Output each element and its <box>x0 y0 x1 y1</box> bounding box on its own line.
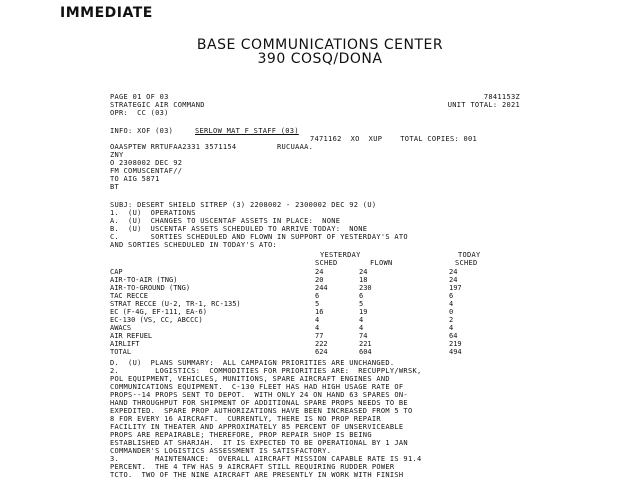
info-underlined: SERLOW MAT F STAFF (03) <box>195 127 299 135</box>
today-value: 24 <box>449 276 458 284</box>
narrative-line: HAND THROUGHPUT FOR SHIPMENT OF ADDITIONAL SPARE PROPS NEEDS TO BE <box>110 399 408 407</box>
sched-value: 24 <box>315 268 324 276</box>
page-number: PAGE 01 OF 03 <box>110 93 169 101</box>
flown-value: 19 <box>359 308 368 316</box>
table-row <box>110 276 493 284</box>
info-prefix: INFO: XOF (03) <box>110 127 174 135</box>
table-row <box>110 324 493 332</box>
narrative-line: COMMUNICATIONS EQUIPMENT. C-130 FLEET HAS HAD HIGH USAGE RATE OF <box>110 383 404 391</box>
narrative-line: EXPEDITED. SPARE PROP AUTHORIZATIONS HAVE BEEN INCREASED FROM 5 TO <box>110 407 413 415</box>
flown-value: 5 <box>359 300 364 308</box>
sched-value: 624 <box>315 348 328 356</box>
table-row <box>110 340 493 348</box>
unit-total: UNIT TOTAL: 2021 <box>447 101 520 109</box>
row-label: AIRLIFT <box>110 340 140 348</box>
sched-value: 222 <box>315 340 328 348</box>
narrative-line: FACILITY IN THEATER AND APPROXIMATELY 85 PERCENT OF UNSERVICEABLE <box>110 423 404 431</box>
narrative-line: 2. LOGISTICS: COMMODITIES FOR PRIORITIES ARE: RECUPPLY/WRSK, <box>110 367 422 375</box>
center-subtitle: 390 COSQ/DONA <box>257 51 383 67</box>
flown-value: 230 <box>359 284 372 292</box>
precedence-stamp: IMMEDIATE <box>60 5 153 21</box>
from-line: FM COMUSCENTAF// <box>110 167 183 175</box>
today-value: 64 <box>449 332 458 340</box>
dtg-reference: 7841153Z <box>483 93 520 101</box>
row-label: EC-130 (VS, CC, ABCCC) <box>110 316 203 324</box>
row-label: AIR REFUEL <box>110 332 153 340</box>
col-header-yesterday: YESTERDAY <box>320 251 361 259</box>
sched-value: 77 <box>315 332 324 340</box>
row-label: AWACS <box>110 324 132 332</box>
row-label: TAC RECCE <box>110 292 148 300</box>
today-value: 197 <box>449 284 462 292</box>
para-1c: C. SORTIES SCHEDULED AND FLOWN IN SUPPORT OF YESTERDAY'S ATO <box>110 233 408 241</box>
copies-line: 7471162 XO XUP TOTAL COPIES: 001 <box>310 135 478 143</box>
para-1c-cont: AND SORTIES SCHEDULED IN TODAY'S ATO: <box>110 241 278 249</box>
sched-value: 244 <box>315 284 328 292</box>
col-header-today-sched: SCHED <box>455 259 478 267</box>
routing-indicator: OAASPTEW RRTUFAA2331 3571154 RUCUAAA. <box>110 143 314 151</box>
row-label: AIR-TO-GROUND (TNG) <box>110 284 191 292</box>
table-row <box>110 284 493 292</box>
row-label: TOTAL <box>110 348 132 356</box>
center-title: BASE COMMUNICATIONS CENTER <box>196 37 444 53</box>
subject-line: SUBJ: DESERT SHIELD SITREP (3) 2208002 - 2300002 DEC 92 (U) <box>110 201 377 209</box>
narrative-line: COMMANDER'S LOGISTICS ASSESSMENT IS SATISFACTORY. <box>110 447 332 455</box>
sched-value: 5 <box>315 300 320 308</box>
narrative-line: POL EQUIPMENT, VEHICLES, MUNITIONS, SPARE AIRCRAFT ENGINES AND <box>110 375 390 383</box>
today-value: 0 <box>449 308 454 316</box>
flown-value: 604 <box>359 348 372 356</box>
znr-line: ZNY <box>110 151 124 159</box>
col-header-today: TODAY <box>458 251 481 259</box>
narrative-line: PROPS ARE REPAIRABLE; THEREFORE, PROP REPAIR SHOP IS BEING <box>110 431 372 439</box>
table-row <box>110 348 493 356</box>
col-header-flown: FLOWN <box>370 259 393 267</box>
row-label: EC (F-4G, EF-111, EA-6) <box>110 308 207 316</box>
to-line: TO AIG 5871 <box>110 175 160 183</box>
row-label: CAP <box>110 268 123 276</box>
table-row <box>110 300 493 308</box>
para-1a: A. (U) CHANGES TO USCENTAF ASSETS IN PLACE: NONE <box>110 217 341 225</box>
para-1: 1. (U) OPERATIONS <box>110 209 196 217</box>
flown-value: 4 <box>359 324 364 332</box>
date-time-group: O 2308002 DEC 92 <box>110 159 183 167</box>
sched-value: 4 <box>315 324 320 332</box>
table-row <box>110 308 493 316</box>
flown-value: 74 <box>359 332 368 340</box>
flown-value: 18 <box>359 276 368 284</box>
narrative-line: PROPS--14 PROPS SENT TO DEPOT. WITH ONLY 24 ON HAND 63 SPARES ON- <box>110 391 408 399</box>
sched-value: 16 <box>315 308 324 316</box>
flown-value: 24 <box>359 268 368 276</box>
flown-value: 221 <box>359 340 372 348</box>
table-row <box>110 332 493 340</box>
sched-value: 6 <box>315 292 320 300</box>
today-value: 494 <box>449 348 462 356</box>
today-value: 4 <box>449 324 454 332</box>
row-label: AIR-TO-AIR (TNG) <box>110 276 178 284</box>
narrative-line: PERCENT. THE 4 TFW HAS 9 AIRCRAFT STILL REQUIRING RUDDER POWER <box>110 463 395 471</box>
narrative-line: D. (U) PLANS SUMMARY: ALL CAMPAIGN PRIORITIES ARE UNCHANGED. <box>110 359 395 367</box>
opr-line: OPR: CC (03) <box>110 109 169 117</box>
narrative-line: 3. MAINTENANCE: OVERALL AIRCRAFT MISSION CAPABLE RATE IS 91.4 <box>110 455 422 463</box>
row-label: STRAT RECCE (U-2, TR-1, RC-135) <box>110 300 241 308</box>
today-value: 2 <box>449 316 454 324</box>
col-header-sched: SCHED <box>315 259 338 267</box>
table-row <box>110 292 493 300</box>
table-row <box>110 316 493 324</box>
sched-value: 20 <box>315 276 324 284</box>
today-value: 6 <box>449 292 454 300</box>
originating-command: STRATEGIC AIR COMMAND <box>110 101 205 109</box>
table-row <box>110 268 493 276</box>
today-value: 4 <box>449 300 454 308</box>
sorties-table <box>110 268 493 356</box>
para-1b: B. (U) USCENTAF ASSETS SCHEDULED TO ARRIVE TODAY: NONE <box>110 225 368 233</box>
break-line: BT <box>110 183 120 191</box>
sched-value: 4 <box>315 316 320 324</box>
today-value: 219 <box>449 340 462 348</box>
flown-value: 4 <box>359 316 364 324</box>
narrative-line: ESTABLISHED AT SHARJAH. IT IS EXPECTED TO BE OPERATIONAL BY 1 JAN <box>110 439 408 447</box>
narrative-line: 8 FOR EVERY 16 AIRCRAFT. CURRENTLY, THERE IS NO PROP REPAIR <box>110 415 381 423</box>
today-value: 24 <box>449 268 458 276</box>
narrative-line: TCTO. TWO OF THE NINE AIRCRAFT ARE PRESENTLY IN WORK WITH FINISH <box>110 471 404 479</box>
flown-value: 6 <box>359 292 364 300</box>
